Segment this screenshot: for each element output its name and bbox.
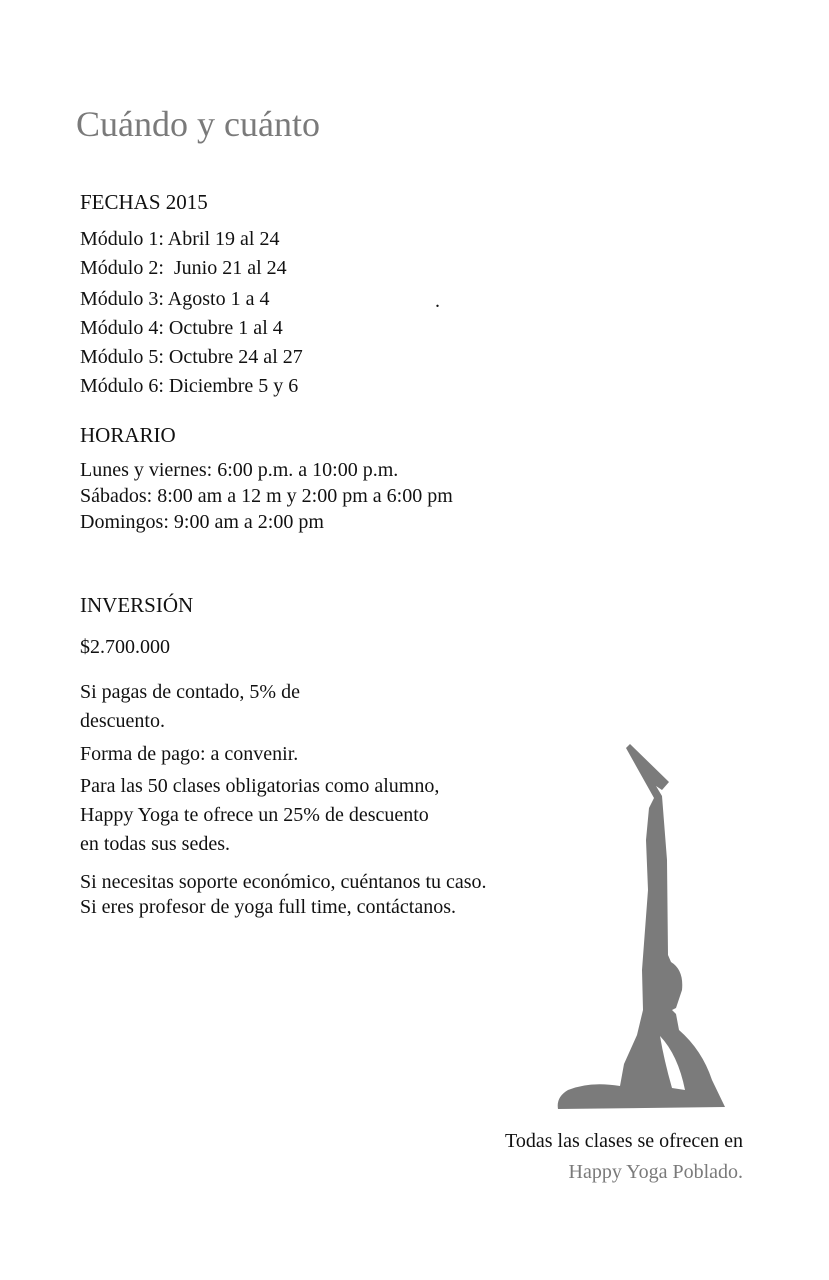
horario-line-3: Domingos: 9:00 am a 2:00 pm [80, 511, 324, 533]
module-6: Módulo 6: Diciembre 5 y 6 [80, 375, 299, 397]
yoga-headstand-figure [550, 740, 735, 1120]
inversion-line-6: en todas sus sedes. [80, 833, 230, 855]
inversion-heading: INVERSIÓN [80, 593, 194, 617]
fechas-heading: FECHAS 2015 [80, 190, 208, 214]
horario-heading: HORARIO [80, 423, 176, 447]
footer-line-1: Todas las clases se ofrecen en [505, 1130, 743, 1152]
horario-line-2: Sábados: 8:00 am a 12 m y 2:00 pm a 6:00 pm [80, 485, 453, 507]
inversion-line-3: Forma de pago: a convenir. [80, 743, 299, 765]
inversion-line-2: descuento. [80, 710, 165, 732]
page-title: Cuándo y cuánto [76, 104, 320, 144]
inversion-line-7: Si necesitas soporte económico, cuéntanos tu caso. [80, 871, 487, 893]
horario-line-1: Lunes y viernes: 6:00 p.m. a 10:00 p.m. [80, 459, 399, 481]
module-2: Módulo 2: Junio 21 al 24 [80, 257, 287, 279]
price: $2.700.000 [80, 636, 170, 658]
stray-dot: . [435, 290, 440, 312]
module-1: Módulo 1: Abril 19 al 24 [80, 228, 280, 250]
inversion-line-4: Para las 50 clases obligatorias como alumno, [80, 775, 440, 797]
module-4: Módulo 4: Octubre 1 al 4 [80, 317, 283, 339]
module-5: Módulo 5: Octubre 24 al 27 [80, 346, 303, 368]
inversion-line-1: Si pagas de contado, 5% de [80, 681, 300, 703]
module-3: Módulo 3: Agosto 1 a 4 [80, 288, 270, 310]
footer-line-2: Happy Yoga Poblado. [568, 1161, 743, 1183]
inversion-line-5: Happy Yoga te ofrece un 25% de descuento [80, 804, 429, 826]
inversion-line-8: Si eres profesor de yoga full time, contáctanos. [80, 896, 456, 918]
